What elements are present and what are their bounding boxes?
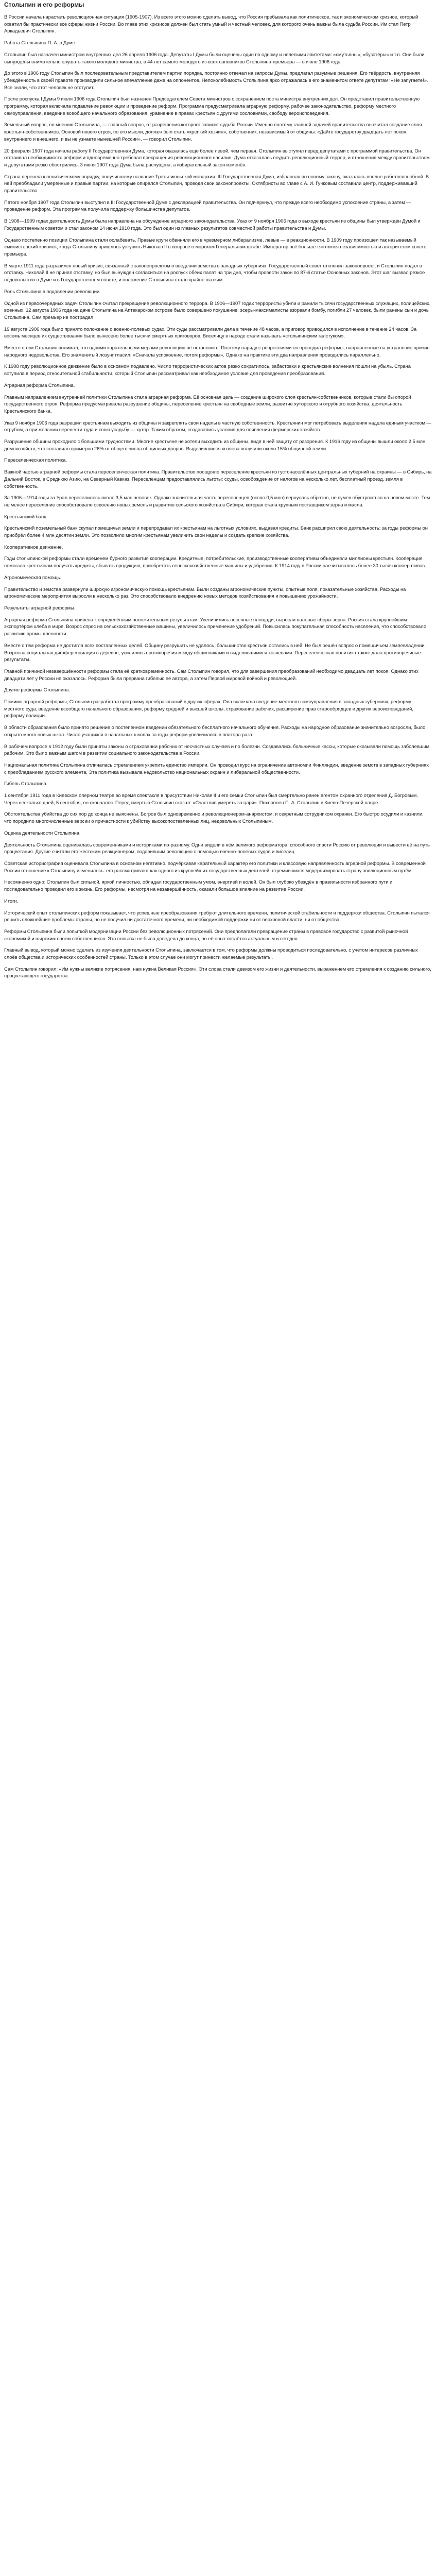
paragraph: Правительство и земства развернули широкую агрономическую помощь крестьянам. Были созданы агрономические пункты, опытные поля, показательные хозяйства. Расходы на агрономические мероприятия выросли в несколько раз. Это способствовало внедрению новых методов хозяйствования и повышению урожайности.	[4, 586, 406, 599]
paragraph: Вместе с тем реформа не достигла всех поставленных целей. Общину разрушить не удалось, большинство крестьян остались в ней. Не был решён вопрос о помещичьем землевладении. Возросла социальная дифференциация в деревне, усилились противоречия между общинниками и выделившимися хозяевами. Переселенческая политика также дала противоречивые результаты.	[4, 642, 426, 663]
paragraph: Переселенческая политика.	[4, 457, 67, 463]
paragraph: Главным направлением внутренней политики Столыпина стала аграрная реформа. Её основная цель — создание широкого слоя крестьян-собственников, которые стали бы опорой государственного строя. Реформа предусматривала разрушение общины, переселение крестьян на свободные земли, развитие хуторского и отрубного хозяйства, деятельность Крестьянского банка.	[4, 394, 411, 414]
paragraph: Обстоятельства убийства до сих пор до конца не выяснены. Богров был одновременно и революционером-анархистом, и секретным сотрудником охранки. Его быстро осудили и казнили, что породило многочисленные версии о причастности к убийству высокопоставленных лиц, недовольных Столыпиным.	[4, 811, 424, 824]
paragraph: Важной частью аграрной реформы стала переселенческая политика. Правительство поощряло переселение крестьян из густонаселённых центральных губерний на окраины — в Сибирь, на Дальний Восток, в Среднюю Азию, на Северный Кавказ. Переселенцам предоставлялись льготы: ссуды, освобождение от налогов на несколько лет, бесплатный проезд, земля в собственность.	[4, 469, 432, 489]
paragraph: Годы столыпинской реформы стали временем бурного развития кооперации. Кредитные, потребительские, производственные кооперативы объединяли миллионы крестьян. Кооперация помогала крестьянам получать кредиты, сбывать продукцию, приобретать сельскохозяйственные машины и удобрения. К 1914 году в России насчитывалось более 30 тысяч кооперативов.	[4, 555, 426, 569]
page	[0, 0, 436, 979]
paragraph: В области образования было принято решение о постепенном введении обязательного бесплатного начального обучения. Расходы на народное образование значительно возросли, было открыто много новых школ. Число учащихся в начальных школах за годы реформ увеличилось в полтора раза.	[4, 724, 426, 737]
paragraph: 1 сентября 1911 года в Киевском оперном театре во время спектакля в присутствии Николая II и его семьи Столыпин был смертельно ранен агентом охранного отделения Д. Богровым. Через несколько дней, 5 сентября, он скончался. Перед смертью Столыпин сказал: «Счастлив умереть за царя». Похоронен П. А. Столыпин в Киево-Печерской лавре.	[4, 792, 418, 805]
paragraph: Главный вывод, который можно сделать из изучения деятельности Столыпина, заключается в том, что реформы должны проводиться последовательно, с учётом интересов различных слоёв общества и исторических особенностей страны. Только в этом случае они могут принести желаемые результаты.	[4, 947, 418, 960]
paragraph: За 1906—1914 годы за Урал переселилось около 3,5 млн человек. Однако значительная часть переселенцев (около 0,5 млн) вернулась обратно, не сумев обустроиться на новом месте. Тем не менее переселение способствовало освоению новых земель и развитию сельского хозяйства в Сибири, которая стала крупным поставщиком зерна и масла.	[4, 495, 430, 507]
paragraph: Земельный вопрос, по мнению Столыпина, — главный вопрос, от разрешения которого зависит судьба России. Именно поэтому главной задачей правительства он считал создание слоя крестьян-собственников. Основой нового строя, по его мысли, должен был стать «крепкий хозяин», собственник, независимый от общины. «Дайте государству двадцать лет покоя, внутреннего и внешнего, и вы не узнаете нынешней России», — говорил Столыпин.	[4, 122, 422, 142]
paragraph: Страна перешла к политическому порядку, получившему название Третьеиюньской монархии. III Государственная Дума, избранная по новому закону, оказалась вполне работоспособной. В ней преобладали умеренные и правые партии, на которые опирался Столыпин, проводя свои законопроекты. Октябристы во главе с А. И. Гучковым составили центр, поддерживавший правительство.	[4, 173, 429, 194]
paragraph: Крестьянский поземельный банк скупал помещичьи земли и перепродавал их крестьянам на льготных условиях, выдавая кредиты. Банк расширил свою деятельность: за годы реформы он приобрёл более 4 млн десятин земли. Это позволило многим крестьянам увеличить свои наделы и создать крепкие хозяйства.	[4, 525, 428, 538]
paragraph: Реформы Столыпина были попыткой модернизации России без революционных потрясений. Они предполагали превращение страны в правовое государство с развитой рыночной экономикой и широким слоем собственников. Эта попытка не была доведена до конца, но её опыт остаётся актуальным и сегодня.	[4, 928, 408, 941]
article-body	[4, 13, 432, 979]
paragraph: Гибель Столыпина.	[4, 781, 48, 787]
paragraph: Работа Столыпина П. А. в Думе.	[4, 40, 77, 46]
paragraph: 19 августа 1906 года было принято положение о военно-полевых судах. Эти суды рассматривали дела в течение 48 часов, а приговор приводился в исполнение в течение 24 часов. За восемь месяцев их существования было вынесено более тысячи смертных приговоров. Виселицу в народе стали называть «столыпинским галстуком».	[4, 326, 417, 339]
paragraph: Кооперативное движение.	[4, 544, 63, 550]
paragraph: Главной причиной незавершённости реформы стала её кратковременность. Сам Столыпин говорил, что для завершения преобразований необходимо двадцать лет покоя. Однако этих двадцати лет у России не оказалось. Реформа была прервана гибелью её автора, а затем Первой мировой войной и революцией.	[4, 668, 418, 681]
paragraph: 20 февраля 1907 года начала работу II Государственная Дума, которая оказалась ещё более левой, чем первая. Столыпин выступил перед депутатами с программой правительства. Он отстаивал необходимость реформ и одновременно требовал прекращения революционного насилия. Дума отказалась осудить революционный террор, и отношения между правительством и депутатами резко обострились. 3 июня 1907 года Дума была распущена, а избирательный закон изменён.	[4, 147, 430, 167]
paragraph: Агрономическая помощь.	[4, 574, 62, 580]
paragraph: Крестьянский банк.	[4, 513, 47, 519]
page-title: Столыпин и его реформы	[4, 1, 84, 8]
paragraph: Советская историография оценивала Столыпина в основном негативно, подчёркивая карательный характер его политики и классовую направленность аграрной реформы. В современной России отношение к Столыпину изменилось: его рассматривают как одного из крупнейших государственных деятелей, стремившихся модернизировать страну эволюционным путём.	[4, 860, 426, 873]
paragraph: Однако постепенно позиции Столыпина стали ослабевать. Правые круги обвиняли его в чрезмерном либерализме, левые — в реакционности. В 1909 году произошёл так называемый «министерский кризис», когда Столыпину пришлось уступить Николаю II в вопросе о морском Генеральном штабе. Император всё больше тяготился независимостью и авторитетом своего премьера.	[4, 236, 427, 257]
paragraph: До этого в 1906 году Столыпин был последовательным представителем партии порядка, постоянно отвечал на запросы Думы, предлагал разумные решения. Его твёрдость, внутренняя убеждённость в своей правоте производили сильное впечатление даже на оппонентов. Непоколебимость Столыпина ярко отражалась в его знаменитом ответе депутатам: «Не запугаете!». Все знали, что этот человек не отступит.	[4, 70, 428, 90]
paragraph: После роспуска I Думы 9 июля 1906 года Столыпин был назначен Председателем Совета министров с сохранением поста министра внутренних дел. Он представил правительственную программу, которая включала подавление революции и проведение реформ. Программа предусматривала аграрную реформу, рабочее законодательство, реформу местного самоуправления, введение всеобщего начального образования, уравнение в правах крестьян с другими сословиями, свободу вероисповедания.	[4, 96, 420, 116]
paragraph: Аграрная реформа Столыпина.	[4, 382, 75, 388]
paragraph: Вместе с тем Столыпин понимал, что одними карательными мерами революцию не остановить. Поэтому наряду с репрессиями он проводил реформы, направленные на устранение причин народного недовольства. Его знаменитый лозунг гласил: «Сначала успокоение, потом реформы». Однако на практике эти два направления проводились параллельно.	[4, 345, 430, 358]
paragraph: В рабочем вопросе в 1912 году были приняты законы о страховании рабочих от несчастных случаев и по болезни. Создавались больничные кассы, которые оказывали помощь заболевшим рабочим. Это было важным шагом в развитии социального законодательства в России.	[4, 743, 430, 756]
paragraph: Одной из первоочередных задач Столыпин считал прекращение революционного террора. В 1906—1907 годах террористы убили и ранили тысячи государственных служащих, полицейских, военных. 12 августа 1906 года на даче Столыпина на Аптекарском острове было совершено покушение: эсеры-максималисты взорвали бомбу, погибли 27 человек, были ранены сын и дочь Столыпина. Сам премьер не пострадал.	[4, 300, 431, 320]
paragraph: К 1908 году революционное движение было в основном подавлено. Число террористических актов резко сократилось, забастовки и крестьянские волнения пошли на убыль. Страна вступила в период относительной стабильности, который Столыпин рассматривал как необходимое условие для проведения преобразований.	[4, 363, 411, 377]
paragraph: В России начала нарастать революционная ситуация (1905-1907). Из всего этого можно сделать вывод, что Россия пребывала как политическое, так и экономическом кризисе, который охватил бы практически все сферы жизни России. Во главе этих кризисов должен был стать умный и честный человек, для которого очень важны была судьба России. Им стал Петр Аркадьевич Столыпин.	[4, 14, 418, 34]
paragraph: Несомненно одно: Столыпин был сильной, яркой личностью, обладал государственным умом, энергией и волей. Он был глубоко убеждён в правильности избранного пути и последовательно проводил его в жизнь. Его реформы, несмотря на незавершённость, оказали большое влияние на развитие России.	[4, 879, 393, 892]
paragraph: Национальная политика Столыпина отличалась стремлением укрепить единство империи. Он проводил курс на ограничение автономии Финляндии, введение земств в западных губерниях с преобладанием русского элемента. Эта политика вызывала недовольство национальных окраин и либеральной общественности.	[4, 761, 429, 775]
paragraph: Результаты аграрной реформы.	[4, 605, 76, 611]
paragraph: Столыпин был назначен министром внутренних дел 26 апреля 1906 года. Депутаты I Думы были оценены один по одному и нелепыми эпитетами: «смутьяны», «бузотёры» и т.п. Они были вынуждены внимательно слушать такого молодого министра, в 44 лет самого молодого из всех сановников Столыпина-премьера — в июле 1906 года.	[4, 51, 425, 64]
paragraph: Помимо аграрной реформы, Столыпин разработал программу преобразований в других сферах. Она включала введение местного самоуправления в западных губерниях, реформу местного суда, введение всеобщего начального образования, реформу средней и высшей школы, страхование рабочих, расширение прав старообрядцев и других вероисповеданий, реформу полиции.	[4, 699, 413, 719]
paragraph: Аграрная реформа Столыпина привела к определённым положительным результатам. Увеличились посевные площади, выросли валовые сборы зерна. Россия стала крупнейшим экспортёром хлеба в мире. Возрос спрос на сельскохозяйственные машины, увеличилось применение удобрений. Повысилась покупательная способность населения, что способствовало развитию промышленности.	[4, 616, 427, 637]
paragraph: Другие реформы Столыпина.	[4, 687, 71, 693]
paragraph: Деятельность Столыпина оценивалась современниками и историками по-разному. Одни видели в нём великого реформатора, способного спасти Россию от революции и вывести её на путь процветания. Другие считали его жестоким реакционером, подавившим революцию с помощью военно-полевых судов и виселиц.	[4, 841, 430, 855]
paragraph: В 1908—1909 годах деятельность Думы была направлена на обсуждение аграрного законодательства. Указ от 9 ноября 1906 года о выходе крестьян из общины был утверждён Думой и Государственным советом и стал законом 14 июня 1910 года. Это был один из главных результатов совместной работы правительства и Думы.	[4, 218, 421, 231]
paragraph: Сам Столыпин говорил: «Им нужны великие потрясения, нам нужна Великая Россия». Эти слова стали девизом его жизни и деятельности, выражением его стремления к созданию сильного, процветающего государства.	[4, 965, 431, 979]
paragraph: Итоги.	[4, 897, 19, 904]
paragraph: Исторический опыт столыпинских реформ показывает, что успешные преобразования требуют длительного времени, политической стабильности и поддержки общества. Столыпин пытался решить сложнейшие проблемы страны, но не получил ни достаточного времени, ни необходимой поддержки ни от верховной власти, ни от общества.	[4, 909, 430, 923]
paragraph: В марте 1911 года разразился новый кризис, связанный с законопроектом о введении земства в западных губерниях. Государственный совет отклонил законопроект, и Столыпин подал в отставку. Николай II не принял отставку, но был вынужден согласиться на роспуск обеих палат на три дня, чтобы провести закон по 87-й статье Основных законов. Этот шаг вызвал резкое недовольство в Думе и в Государственном совете, и положение Столыпина стало крайне шатким.	[4, 262, 425, 283]
paragraph: Пятого ноября 1907 года Столыпин выступил в III Государственной Думе с декларацией правительства. Он подчеркнул, что прежде всего необходимо успокоение страны, а затем — проведение реформ. Эта программа получила поддержку большинства депутатов.	[4, 199, 411, 212]
paragraph: Разрушение общины проходило с большими трудностями. Многие крестьяне не хотели выходить из общины, видя в ней защиту от разорения. К 1916 году из общины вышли около 2,5 млн домохозяйств, что составило примерно 26% от общего числа общинных дворов. Выделившиеся хозяева получили около 15% общинной земли.	[4, 438, 426, 451]
paragraph: Роль Столыпина в подавлении революции.	[4, 288, 101, 294]
paragraph: Оценка деятельности Столыпина.	[4, 829, 81, 836]
paragraph: Указ 9 ноября 1906 года разрешил крестьянам выходить из общины и закреплять свои наделы в частную собственность. Крестьянин мог потребовать выделения надела единым участком — отрубом, а при желании перенести туда и свою усадьбу — хутор. Таким образом, создавались условия для появления фермерских хозяйств.	[4, 419, 431, 433]
